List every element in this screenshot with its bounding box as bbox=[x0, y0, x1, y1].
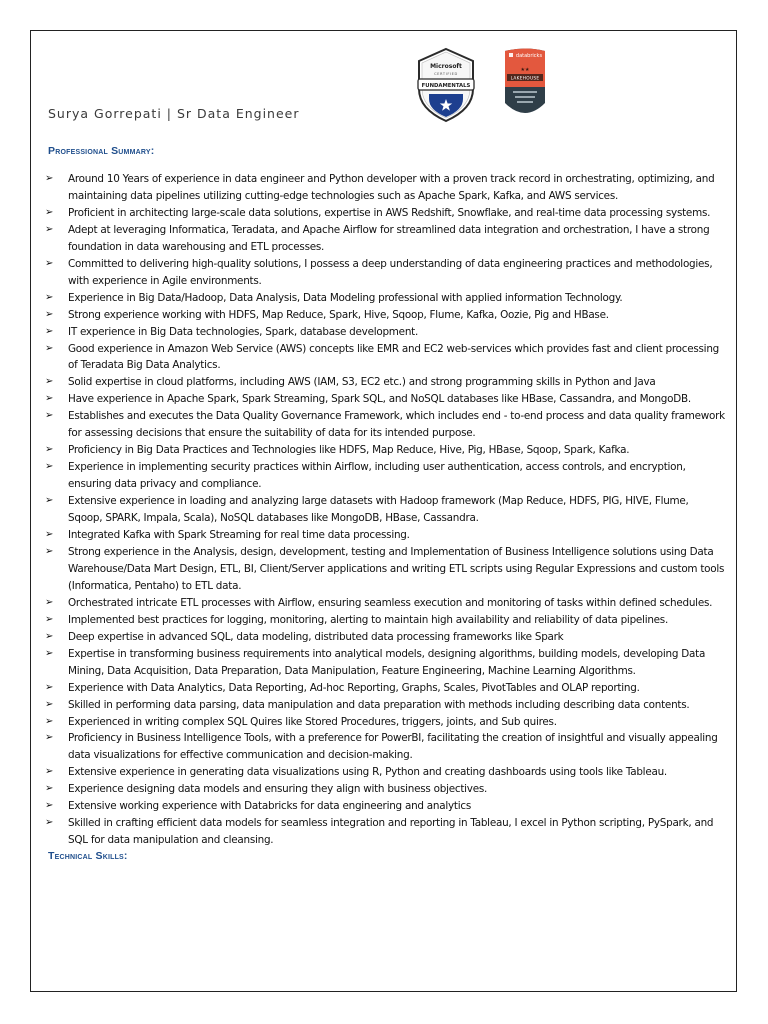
bullet-arrow-icon: ➢ bbox=[45, 596, 54, 608]
bullet-arrow-icon: ➢ bbox=[45, 681, 54, 693]
summary-item-text: IT experience in Big Data technologies, Spark, database development. bbox=[68, 325, 419, 338]
summary-item-text: Solid expertise in cloud platforms, including AWS (IAM, S3, EC2 etc.) and strong programming skills in Python and Java bbox=[68, 376, 656, 389]
summary-list-item bbox=[45, 459, 725, 493]
summary-item-text: Deep expertise in advanced SQL, data modeling, distributed data processing frameworks like Spark bbox=[68, 630, 564, 643]
summary-item-text: Skilled in crafting efficient data models for seamless integration and reporting in Tableau, I excel in Python scripting, PySpark, and SQL for data manipulation and cleansing. bbox=[68, 817, 714, 847]
bullet-arrow-icon: ➢ bbox=[45, 647, 54, 659]
summary-list-item bbox=[45, 256, 725, 290]
summary-item-text: Experience in implementing security practices within Airflow, including user authentication, access controls, and encryption, ensuring data privacy and compliance. bbox=[68, 461, 686, 491]
bullet-arrow-icon: ➢ bbox=[45, 325, 54, 337]
summary-item-text: Proficiency in Business Intelligence Tools, with a preference for PowerBI, facilitating the creation of insightful and visually appealing data visualizations for effective communication and decision-making. bbox=[68, 732, 718, 762]
summary-list-item bbox=[45, 391, 725, 408]
summary-item-text: Extensive experience in loading and analyzing large datasets with Hadoop framework (Map Reduce, HDFS, PIG, HIVE, Flume, Sqoop, SPARK, Impala, Scala), NoSQL databases like MongoDB, HBase, Cassandra. bbox=[68, 495, 689, 525]
summary-item-text: Around 10 Years of experience in data engineer and Python developer with a proven track record in orchestrating, optimizing, and maintaining data pipelines utilizing cutting-edge technologies such as Apache Spark, Kafka, and AWS services. bbox=[68, 173, 715, 202]
bullet-arrow-icon: ➢ bbox=[45, 529, 54, 541]
summary-item-text: Experienced in writing complex SQL Quires like Stored Procedures, triggers, joints, and Sub quires. bbox=[68, 715, 557, 728]
bullet-arrow-icon: ➢ bbox=[45, 613, 54, 625]
summary-item-text: Skilled in performing data parsing, data manipulation and data preparation with methods including describing data contents. bbox=[68, 698, 690, 711]
bullet-arrow-icon: ➢ bbox=[45, 393, 54, 405]
bullet-arrow-icon: ➢ bbox=[45, 630, 54, 642]
technical-skills-heading: Technical Skills: bbox=[48, 850, 128, 863]
summary-item-text: Committed to delivering high-quality solutions, I possess a deep understanding of data engineering practices and methodologies, with experience in Agile environments. bbox=[68, 257, 713, 287]
summary-item-text: Adept at leveraging Informatica, Teradata, and Apache Airflow for streamlined data integration and orchestration, I have a strong foundation in data warehousing and ETL processes. bbox=[68, 223, 710, 253]
summary-item-text: Experience in Big Data/Hadoop, Data Analysis, Data Modeling professional with applied information Technology. bbox=[68, 291, 623, 304]
summary-item-text: Implemented best practices for logging, monitoring, alerting to maintain high availability and reliability of data pipelines. bbox=[68, 613, 669, 626]
summary-list-item bbox=[45, 714, 725, 731]
bullet-arrow-icon: ➢ bbox=[45, 817, 54, 829]
summary-item-text: Expertise in transforming business requirements into analytical models, designing algorithms, building models, developing Data Mining, Data Acquisition, Data Preparation, Data Manipulation, Feature Engineering, Machine Learning Algorithms. bbox=[68, 647, 706, 677]
bullet-arrow-icon: ➢ bbox=[45, 698, 54, 710]
bullet-arrow-icon: ➢ bbox=[45, 410, 54, 422]
badge-ms-line2: CERTIFIED bbox=[434, 72, 458, 76]
bullet-arrow-icon: ➢ bbox=[45, 444, 54, 456]
summary-list-item bbox=[45, 544, 725, 595]
summary-list-item bbox=[45, 764, 725, 781]
summary-item-text: Strong experience working with HDFS, Map Reduce, Spark, Hive, Sqoop, Flume, Kafka, Oozie, Pig and HBase. bbox=[68, 308, 609, 321]
summary-item-text: Strong experience in the Analysis, design, development, testing and Implementation of Business Intelligence solutions using Data Warehouse/Data Mart Design, ETL, BI, Client/Server applications and writing ETL scripts using Regular Expressions and custom tools (Informatica, Pentaho) to ETL data. bbox=[68, 545, 725, 592]
professional-summary-list bbox=[45, 171, 725, 862]
summary-item-text: Proficient in architecting large-scale data solutions, expertise in AWS Redshift, Snowflake, and real-time data processing systems. bbox=[68, 206, 711, 219]
summary-list-item bbox=[45, 205, 725, 222]
summary-list-item bbox=[45, 629, 725, 646]
bullet-arrow-icon: ➢ bbox=[45, 800, 54, 812]
badge-db-line2: LAKEHOUSE bbox=[510, 76, 540, 82]
summary-list-item bbox=[45, 324, 725, 341]
summary-list-item bbox=[45, 680, 725, 697]
summary-item-text: Orchestrated intricate ETL processes with Airflow, ensuring seamless execution and monitoring of tasks within defined schedules. bbox=[68, 596, 713, 609]
summary-item-text: Proficiency in Big Data Practices and Technologies like HDFS, Map Reduce, Hive, Pig, HBase, Sqoop, Spark, Kafka. bbox=[68, 444, 630, 457]
summary-list-item bbox=[45, 646, 725, 680]
bullet-arrow-icon: ➢ bbox=[45, 461, 54, 473]
summary-item-text: Extensive experience in generating data visualizations using R, Python and creating dashboards using tools like Tableau. bbox=[68, 766, 667, 779]
summary-list-item bbox=[45, 442, 725, 459]
microsoft-certified-badge-icon bbox=[415, 47, 477, 123]
summary-list-item bbox=[45, 798, 725, 815]
bullet-arrow-icon: ➢ bbox=[45, 783, 54, 795]
bullet-arrow-icon: ➢ bbox=[45, 545, 54, 557]
summary-list-item bbox=[45, 307, 725, 324]
bullet-arrow-icon: ➢ bbox=[45, 291, 54, 303]
badge-ms-line1: Microsoft bbox=[430, 63, 462, 70]
bullet-arrow-icon: ➢ bbox=[45, 715, 54, 727]
bullet-arrow-icon: ➢ bbox=[45, 495, 54, 507]
resume-page bbox=[30, 30, 737, 992]
summary-list-item bbox=[45, 408, 725, 442]
bullet-arrow-icon: ➢ bbox=[45, 257, 54, 269]
bullet-arrow-icon: ➢ bbox=[45, 223, 54, 235]
candidate-name-title: Surya Gorrepati | Sr Data Engineer bbox=[48, 106, 300, 121]
summary-list-item bbox=[45, 341, 725, 375]
summary-list-item bbox=[45, 730, 725, 764]
summary-list-item bbox=[45, 527, 725, 544]
summary-list-item bbox=[45, 493, 725, 527]
summary-list-item bbox=[45, 222, 725, 256]
summary-list-item bbox=[45, 612, 725, 629]
bullet-arrow-icon: ➢ bbox=[45, 766, 54, 778]
summary-list-item bbox=[45, 815, 725, 849]
summary-item-text: Experience designing data models and ensuring they align with business objectives. bbox=[68, 783, 488, 796]
summary-list-item bbox=[45, 781, 725, 798]
badge-db-line1: databricks bbox=[515, 53, 543, 59]
summary-item-text: Integrated Kafka with Spark Streaming for real time data processing. bbox=[68, 529, 410, 542]
summary-list-item bbox=[45, 595, 725, 612]
summary-item-text: Experience with Data Analytics, Data Reporting, Ad-hoc Reporting, Graphs, Scales, PivotTables and OLAP reporting. bbox=[68, 681, 640, 694]
bullet-arrow-icon: ➢ bbox=[45, 206, 54, 218]
summary-item-text: Good experience in Amazon Web Service (AWS) concepts like EMR and EC2 web-services which provides fast and client processing of Teradata Big Data Analytics. bbox=[68, 342, 719, 372]
databricks-lakehouse-badge-icon bbox=[499, 47, 551, 123]
professional-summary-heading: Professional Summary: bbox=[48, 145, 155, 157]
summary-list-item bbox=[45, 697, 725, 714]
bullet-arrow-icon: ➢ bbox=[45, 732, 54, 744]
summary-list-item bbox=[45, 374, 725, 391]
summary-item-text: Establishes and executes the Data Quality Governance Framework, which includes end - to-end process and data quality framework for assessing decisions that ensure the suitability of data for its intended purpose. bbox=[68, 410, 725, 440]
bullet-arrow-icon: ➢ bbox=[45, 376, 54, 388]
summary-list-item bbox=[45, 290, 725, 307]
bullet-arrow-icon: ➢ bbox=[45, 308, 54, 320]
summary-item-text: Have experience in Apache Spark, Spark Streaming, Spark SQL, and NoSQL databases like HBase, Cassandra, and MongoDB. bbox=[68, 393, 691, 406]
summary-item-text: Extensive working experience with Databricks for data engineering and analytics bbox=[68, 800, 471, 813]
summary-list-item bbox=[45, 171, 725, 205]
svg-text:★★: ★★ bbox=[520, 67, 530, 73]
bullet-arrow-icon: ➢ bbox=[45, 173, 54, 184]
badge-ms-line3: FUNDAMENTALS bbox=[421, 83, 471, 89]
bullet-arrow-icon: ➢ bbox=[45, 342, 54, 354]
